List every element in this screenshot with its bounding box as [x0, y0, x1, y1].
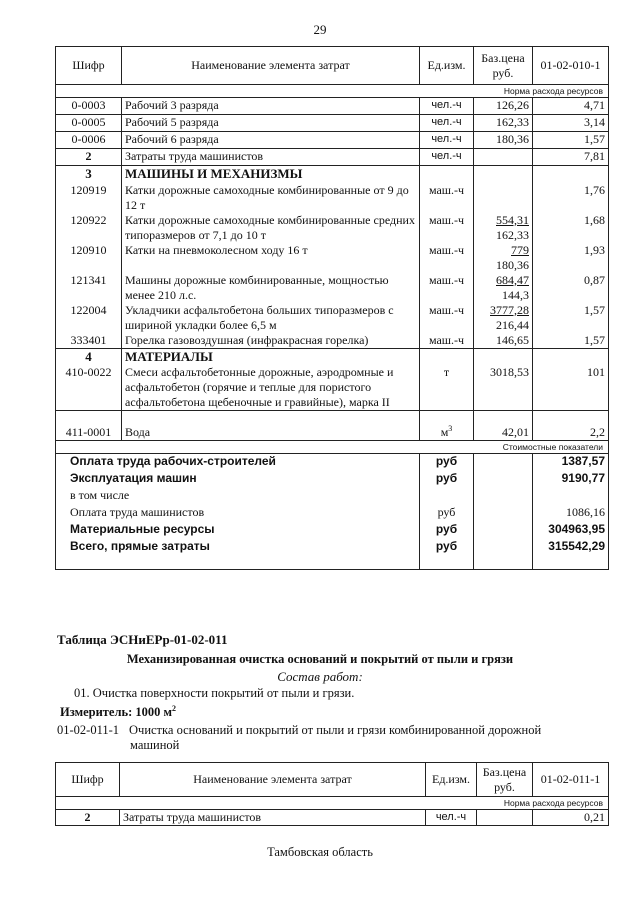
total-name: Оплата труда рабочих-строителей — [56, 454, 420, 471]
total-value: 9190,77 — [533, 471, 609, 488]
row-name: Смеси асфальтобетонные дорожные, аэродромные и асфальтобетон (горячие и теплые для пористого асфальтобетона щебеночные и гравийные), марка II — [122, 365, 420, 411]
row-price: 779 180,36 — [474, 243, 533, 273]
total-name: Оплата труда машинистов — [56, 505, 420, 522]
row-value: 1,57 — [533, 132, 609, 149]
table-row — [56, 213, 609, 243]
table-row — [56, 149, 609, 166]
table-row — [56, 411, 609, 441]
total-unit: руб — [420, 471, 474, 488]
header-name: Наименование элемента затрат — [122, 47, 420, 85]
row-unit: маш.-ч — [420, 243, 474, 273]
row-price: 162,33 — [474, 115, 533, 132]
row-name: Затраты труда машинистов — [120, 810, 426, 826]
row-unit: $м^3$ — [420, 411, 474, 441]
total-value: 1086,16 — [533, 505, 609, 522]
row-name: Катки дорожные самоходные комбинированные от 9 до 12 т — [122, 183, 420, 213]
table-row — [56, 810, 609, 826]
header-column: 01-02-010-1 — [533, 47, 609, 85]
code-description-line2: машиной — [130, 738, 180, 752]
section-title: МАШИНЫ И МЕХАНИЗМЫ — [122, 166, 420, 183]
header-unit: Ед.изм. — [420, 47, 474, 85]
row-code: 120919 — [56, 183, 122, 213]
row-unit: маш.-ч — [420, 183, 474, 213]
total-unit — [420, 488, 474, 505]
total-name: Материальные ресурсы — [56, 522, 420, 539]
row-code: 0-0006 — [56, 132, 122, 149]
row-unit: маш.-ч — [420, 303, 474, 333]
row-name: Рабочий 5 разряда — [122, 115, 420, 132]
total-unit: руб — [420, 505, 474, 522]
section-code: 4 — [56, 348, 122, 365]
row-price: 554,31 162,33 — [474, 213, 533, 243]
row-price: 126,26 — [474, 98, 533, 115]
header-column: 01-02-011-1 — [533, 763, 609, 797]
table-title: Таблица ЭСНиЕРр-01-02-011 — [57, 632, 228, 647]
row-value: 101 — [533, 365, 609, 411]
row-unit: чел.-ч — [420, 115, 474, 132]
row-value: 1,93 — [533, 243, 609, 273]
row-price: 684,47 144,3 — [474, 273, 533, 303]
row-code: 0-0003 — [56, 98, 122, 115]
row-unit: маш.-ч — [420, 273, 474, 303]
row-unit: т — [420, 365, 474, 411]
row-name: Катки на пневмоколесном ходу 16 т — [122, 243, 420, 273]
row-code: 411-0001 — [56, 411, 122, 441]
cost-row — [56, 441, 609, 454]
row-value: 3,14 — [533, 115, 609, 132]
row-code: 122004 — [56, 303, 122, 333]
totals-row — [56, 454, 609, 471]
row-price — [474, 149, 533, 166]
table-row — [56, 98, 609, 115]
cost-label: Стоимостные показатели — [56, 441, 609, 454]
section-code: 3 — [56, 166, 122, 183]
header-unit: Ед.изм. — [426, 763, 477, 797]
totals-row — [56, 539, 609, 556]
total-unit: руб — [420, 539, 474, 556]
table-row — [56, 365, 609, 411]
row-value: 1,68 — [533, 213, 609, 243]
table-row — [56, 273, 609, 303]
table-row — [56, 243, 609, 273]
row-code: 0-0005 — [56, 115, 122, 132]
row-value: 7,81 — [533, 149, 609, 166]
norm-row — [56, 797, 609, 810]
row-name: Рабочий 3 разряда — [122, 98, 420, 115]
totals-row — [56, 505, 609, 522]
totals-row — [56, 488, 609, 505]
row-unit: чел.-ч — [420, 149, 474, 166]
totals-row — [56, 522, 609, 539]
header-price: Баз.цена руб. — [474, 47, 533, 85]
row-unit: чел.-ч — [420, 98, 474, 115]
total-value — [533, 488, 609, 505]
total-name: в том числе — [56, 488, 420, 505]
row-price: 42,01 — [474, 411, 533, 441]
row-code: 121341 — [56, 273, 122, 303]
resource-table-1 — [55, 46, 609, 570]
row-code: 2 — [56, 810, 120, 826]
row-code: 410-0022 — [56, 365, 122, 411]
row-unit: маш.-ч — [420, 213, 474, 243]
total-unit: руб — [420, 522, 474, 539]
row-value: 0,21 — [533, 810, 609, 826]
row-name: Укладчики асфальтобетона больших типоразмеров с шириной укладки более 6,5 м — [122, 303, 420, 333]
section-title: МАТЕРИАЛЫ — [122, 348, 420, 365]
row-code: 120922 — [56, 213, 122, 243]
row-price: 3777,28 216,44 — [474, 303, 533, 333]
code-description: 01-02-011-1 Очистка оснований и покрытий от пыли и грязи комбинированной дорожной — [57, 723, 542, 737]
table-row — [56, 115, 609, 132]
table-subtitle: Механизированная очистка оснований и покрытий от пыли и грязи — [126, 652, 514, 666]
row-unit: маш.-ч — [420, 333, 474, 349]
page-number: 29 — [313, 22, 327, 37]
row-name: Машины дорожные комбинированные, мощностью менее 210 л.с. — [122, 273, 420, 303]
total-value: 1387,57 — [533, 454, 609, 471]
row-value: 2,2 — [533, 411, 609, 441]
row-unit: чел.-ч — [420, 132, 474, 149]
header-code: Шифр — [56, 763, 120, 797]
row-price: 146,65 — [474, 333, 533, 349]
norm-label: Норма расхода ресурсов — [56, 797, 609, 810]
table-row — [56, 183, 609, 213]
section-row-materials — [56, 348, 609, 365]
row-name: Вода — [122, 411, 420, 441]
row-code: 333401 — [56, 333, 122, 349]
row-name: Затраты труда машинистов — [122, 149, 420, 166]
total-unit: руб — [420, 454, 474, 471]
table-row — [56, 333, 609, 349]
footer-region: Тамбовская область — [267, 845, 373, 859]
work-composition-label: Состав работ: — [277, 669, 363, 684]
row-name: Рабочий 6 разряда — [122, 132, 420, 149]
norm-label: Норма расхода ресурсов — [56, 85, 609, 98]
total-value: 315542,29 — [533, 539, 609, 556]
row-code: 120910 — [56, 243, 122, 273]
resource-table-2 — [55, 762, 609, 826]
header-code: Шифр — [56, 47, 122, 85]
row-price: 180,36 — [474, 132, 533, 149]
work-item: 01. Очистка поверхности покрытий от пыли и грязи. — [74, 686, 355, 700]
section-row-machines — [56, 166, 609, 183]
total-value: 304963,95 — [533, 522, 609, 539]
row-code: 2 — [56, 149, 122, 166]
header-name: Наименование элемента затрат — [120, 763, 426, 797]
row-name: Катки дорожные самоходные комбинированные средних типоразмеров от 7,1 до 10 т — [122, 213, 420, 243]
row-price — [474, 183, 533, 213]
row-value: 1,76 — [533, 183, 609, 213]
row-value: 1,57 — [533, 333, 609, 349]
table-header-row — [56, 763, 609, 797]
row-unit: чел.-ч — [426, 810, 477, 826]
total-name: Эксплуатация машин — [56, 471, 420, 488]
row-name: Горелка газовоздушная (инфракрасная горелка) — [122, 333, 420, 349]
table-row — [56, 303, 609, 333]
table-header-row — [56, 47, 609, 85]
total-name: Всего, прямые затраты — [56, 539, 420, 556]
row-value: 0,87 — [533, 273, 609, 303]
code: 01-02-011-1 — [57, 723, 120, 737]
table-row — [56, 132, 609, 149]
header-price: Баз.цена руб. — [477, 763, 533, 797]
row-value: 4,71 — [533, 98, 609, 115]
measure-label: Измеритель: 1000 $м^2$ — [60, 703, 177, 719]
row-price — [477, 810, 533, 826]
norm-row — [56, 85, 609, 98]
totals-row — [56, 471, 609, 488]
row-price: 3018,53 — [474, 365, 533, 411]
row-value: 1,57 — [533, 303, 609, 333]
